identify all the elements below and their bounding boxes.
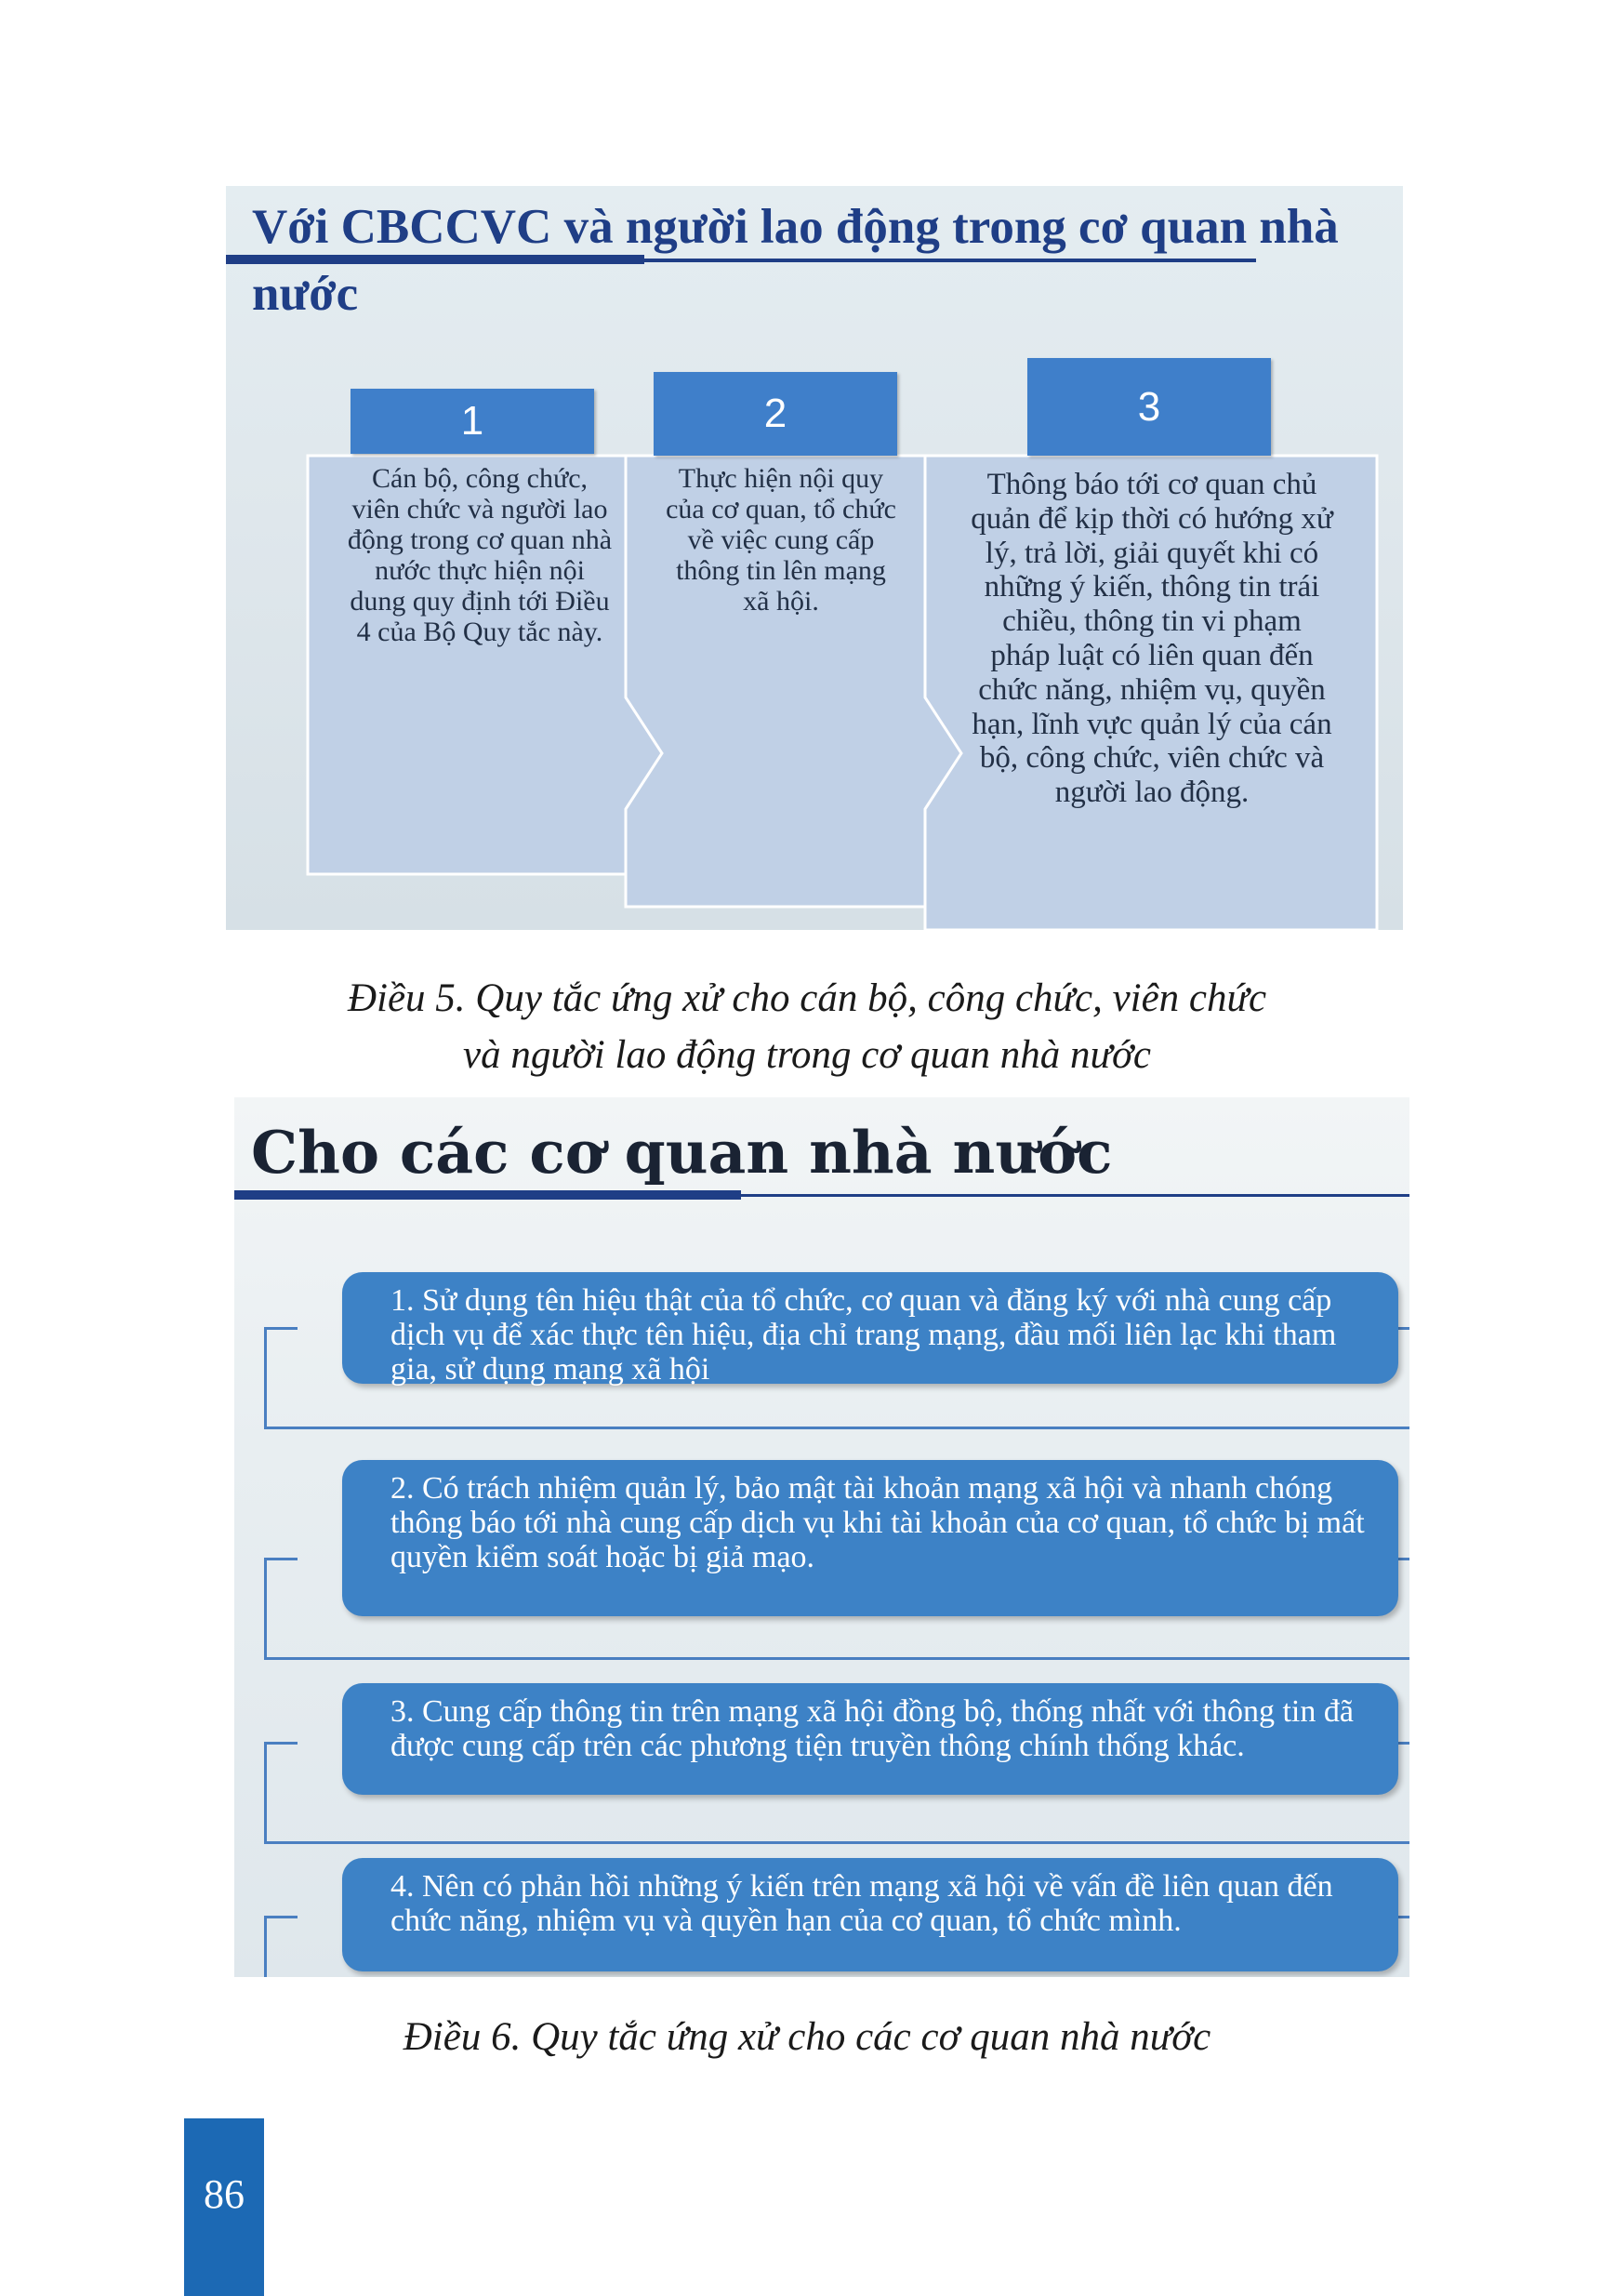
item-2-bracket <box>264 1558 298 1660</box>
figure1-caption-line1: Điều 5. Quy tắc ứng xử cho cán bộ, công chức, viên chức <box>347 976 1267 1020</box>
item-3-bracket <box>264 1742 298 1844</box>
item-3-bracket-line <box>264 1841 1409 1844</box>
page-number: 86 <box>204 2171 245 2217</box>
figure-state-agencies <box>234 1097 1409 1977</box>
step-3-number: 3 <box>1027 358 1271 456</box>
item-3-right-tick <box>1398 1742 1409 1745</box>
item-4-bracket <box>264 1916 298 1977</box>
figure-cbccvc <box>226 186 1403 930</box>
item-2-bracket-line <box>264 1657 1409 1660</box>
step-3-text: Thông báo tới cơ quan chủ quản để kịp thời có hướng xử lý, trả lời, giải quyết khi có những ý kiến, thông tin trái chiều, thông tin vi phạm pháp luật có liên quan đến chức năng, nhiệm vụ, quyền hạn, lĩnh vực quản lý của cán bộ, công chức, viên chức và người lao động. <box>971 468 1333 810</box>
title-underline-accent <box>234 1190 741 1200</box>
figure1-caption-line2: và người lao động trong cơ quan nhà nước <box>463 1033 1151 1077</box>
figure-title: Cho các cơ quan nhà nước <box>251 1118 1113 1187</box>
item-1-right-tick <box>1398 1327 1409 1330</box>
item-1-bracket-line <box>264 1427 1409 1429</box>
step-1-number: 1 <box>351 389 594 454</box>
step-1-text: Cán bộ, công chức, viên chức và người lao động trong cơ quan nhà nước thực hiện nội dung quy định tới Điều 4 của Bộ Quy tắc này. <box>347 463 613 647</box>
item-2-right-tick <box>1398 1558 1409 1560</box>
item-4: 4. Nên có phản hồi những ý kiến trên mạng xã hội về vấn đề liên quan đến chức năng, nhiệm vụ và quyền hạn của cơ quan, tổ chức mình. <box>342 1858 1398 1971</box>
item-4-right-tick <box>1398 1916 1409 1918</box>
step-2-number: 2 <box>654 372 897 456</box>
item-1-bracket <box>264 1327 298 1429</box>
figure-title: Với CBCCVC và người lao động trong cơ quan nhà nước <box>252 200 1339 321</box>
step-2-text: Thực hiện nội quy của cơ quan, tổ chức về việc cung cấp thông tin lên mạng xã hội. <box>666 463 896 617</box>
item-2: 2. Có trách nhiệm quản lý, bảo mật tài khoản mạng xã hội và nhanh chóng thông báo tới nhà cung cấp dịch vụ khi tài khoản của cơ quan, tổ chức bị mất quyền kiểm soát hoặc bị giả mạo. <box>342 1460 1398 1616</box>
item-1: 1. Sử dụng tên hiệu thật của tổ chức, cơ quan và đăng ký với nhà cung cấp dịch vụ để xác thực tên hiệu, địa chỉ trang mạng, đầu mối liên lạc khi tham gia, sử dụng mạng xã hội <box>342 1272 1398 1384</box>
figure2-caption: Điều 6. Quy tắc ứng xử cho các cơ quan nhà nước <box>403 2015 1211 2059</box>
item-3: 3. Cung cấp thông tin trên mạng xã hội đồng bộ, thống nhất với thông tin đã được cung cấp trên các phương tiện truyền thông chính thống khác. <box>342 1683 1398 1795</box>
